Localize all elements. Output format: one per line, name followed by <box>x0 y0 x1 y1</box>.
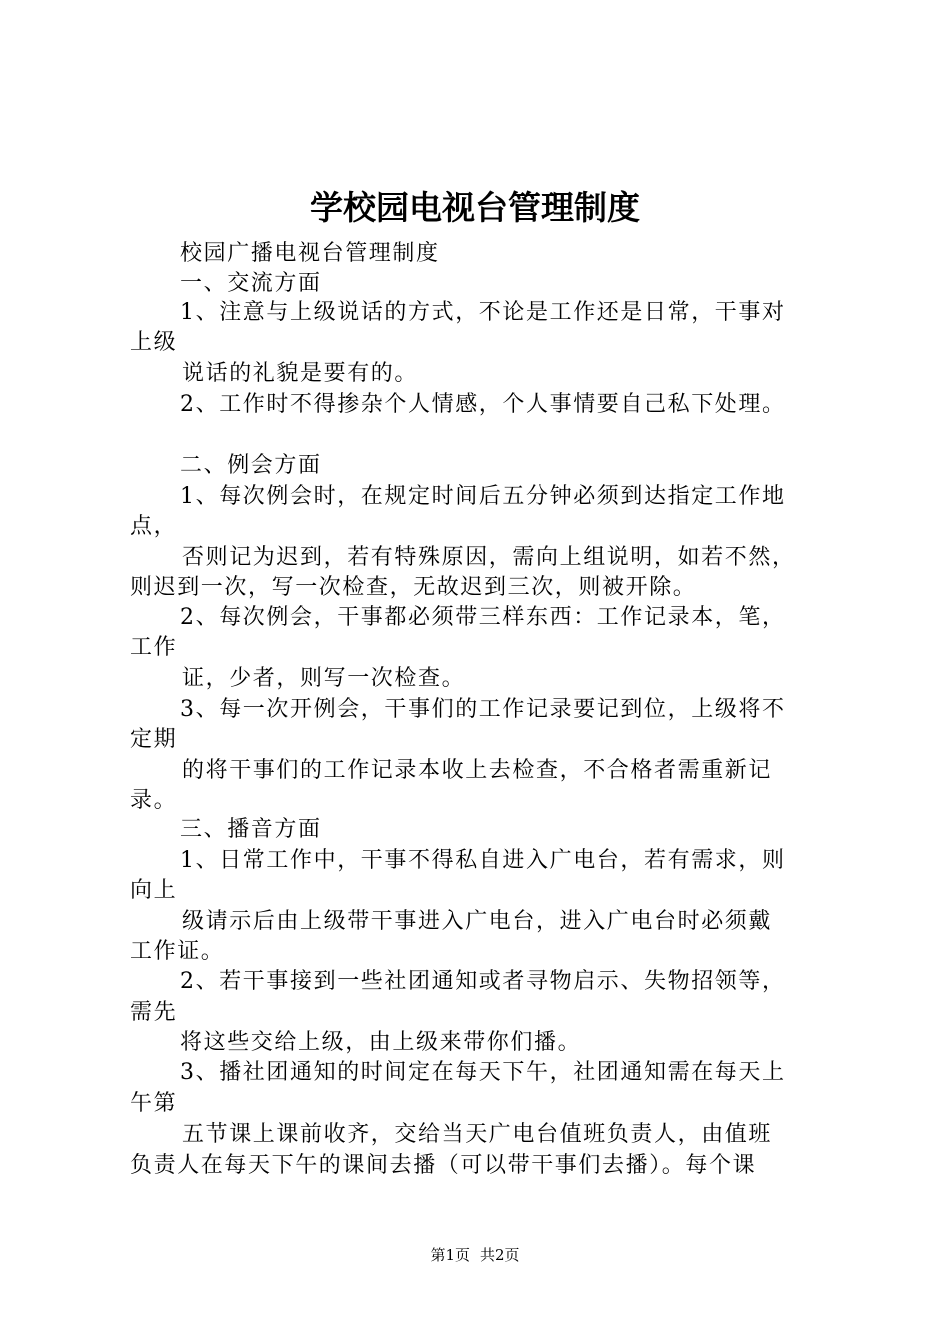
body-line: 2、工作时不得掺杂个人情感，个人事情要自己私下处理。 <box>180 392 786 417</box>
subtitle-line: 校园广播电视台管理制度 <box>180 241 440 266</box>
body-line: 2、若干事接到一些社团通知或者寻物启示、失物招领等， <box>180 969 786 994</box>
body-line: 负责人在每天下午的课间去播（可以带干事们去播）。每个课 <box>130 1153 757 1178</box>
body-line: 录。 <box>130 788 178 813</box>
body-line: 午第 <box>130 1091 178 1116</box>
body-line: 工作 <box>130 635 178 660</box>
body-line: 1、日常工作中，干事不得私自进入广电台，若有需求，则 <box>180 848 786 873</box>
body-line: 向上 <box>130 878 178 903</box>
section-heading-communication: 一、交流方面 <box>180 271 322 296</box>
body-line: 的将干事们的工作记录本收上去检查，不合格者需重新记 <box>182 758 773 783</box>
body-line: 说话的礼貌是要有的。 <box>182 361 419 386</box>
page-number: 第1页 <box>430 1246 470 1264</box>
body-line: 2、每次例会，干事都必须带三样东西：工作记录本，笔， <box>180 605 786 630</box>
body-line: 五节课上课前收齐，交给当天广电台值班负责人，由值班 <box>182 1122 773 1147</box>
body-line: 上级 <box>130 330 178 355</box>
page-footer <box>0 1244 950 1266</box>
body-line: 工作证。 <box>130 939 225 964</box>
section-heading-meetings: 二、例会方面 <box>180 453 322 478</box>
body-line: 3、播社团通知的时间定在每天下午，社团通知需在每天上 <box>180 1060 786 1085</box>
body-line: 1、每次例会时，在规定时间后五分钟必须到达指定工作地 <box>180 484 786 509</box>
body-line: 1、注意与上级说话的方式，不论是工作还是日常，干事对 <box>180 300 786 325</box>
body-line: 需先 <box>130 1000 178 1025</box>
section-heading-broadcasting: 三、播音方面 <box>180 817 322 842</box>
body-line: 点， <box>130 514 178 539</box>
page-total: 共2页 <box>480 1246 520 1264</box>
body-line: 定期 <box>130 727 178 752</box>
body-line: 否则记为迟到，若有特殊原因，需向上组说明，如若不然， <box>182 545 796 570</box>
body-line: 3、每一次开例会，干事们的工作记录要记到位，上级将不 <box>180 697 786 722</box>
body-line: 证，少者，则写一次检查。 <box>182 666 466 691</box>
page-title: 学校园电视台管理制度 <box>310 188 640 227</box>
body-line: 级请示后由上级带干事进入广电台，进入广电台时必须戴 <box>182 909 773 934</box>
body-line: 将这些交给上级，由上级来带你们播。 <box>180 1030 582 1055</box>
body-line: 则迟到一次，写一次检查，无故迟到三次，则被开除。 <box>130 575 697 600</box>
